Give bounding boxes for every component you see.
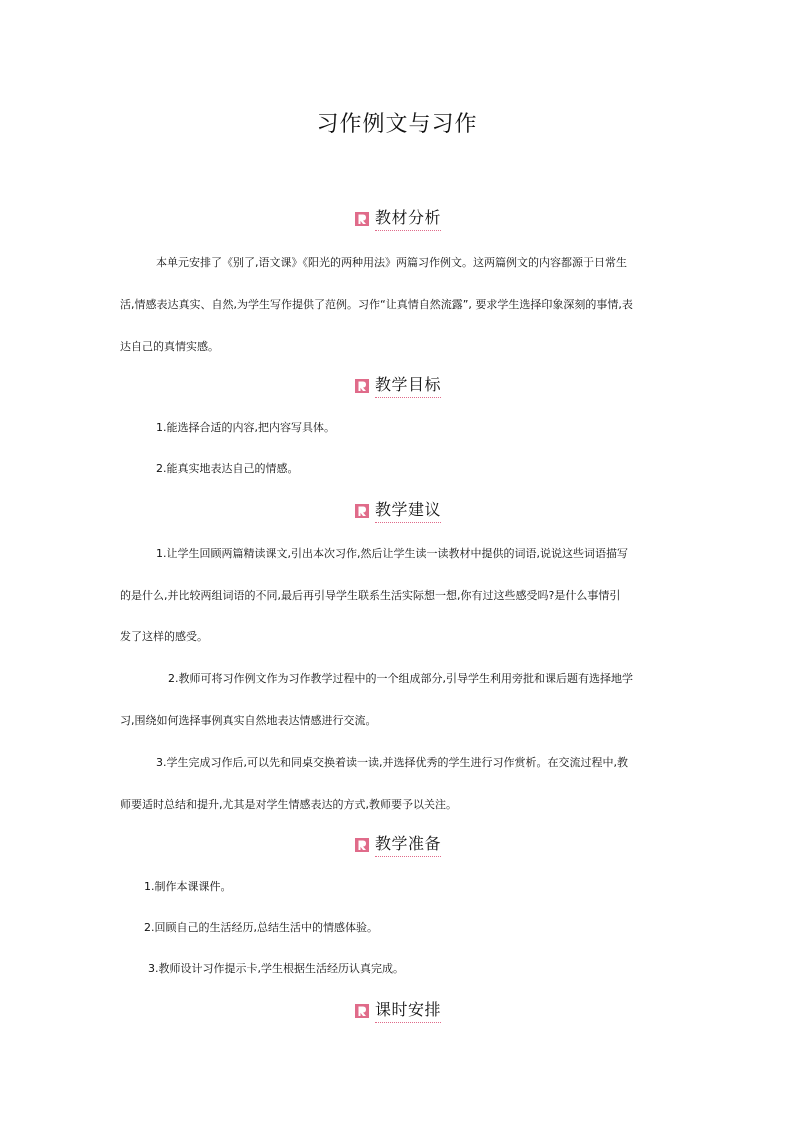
pink-bookmark-icon (353, 377, 371, 395)
paragraph-line: 的是什么,并比较两组词语的不同,最后再引导学生联系生活实际想一想,你有过这些感受吗?是什么事情引 (120, 589, 621, 602)
paragraph-line: 2.教师可将习作例文作为习作教学过程中的一个组成部分,引导学生利用旁批和课后题有选择地学 (168, 672, 633, 685)
section-heading-jiaoxue-zhunbei (0, 831, 794, 859)
paragraph-line: 发了这样的感受。 (120, 630, 208, 643)
section-heading-text: 教材分析 (375, 207, 441, 231)
list-item: 2.回顾自己的生活经历,总结生活中的情感体验。 (144, 921, 378, 934)
list-item: 2.能真实地表达自己的情感。 (156, 462, 299, 475)
pink-bookmark-icon (353, 210, 371, 228)
pink-bookmark-icon (353, 1002, 371, 1020)
list-item: 1.能选择合适的内容,把内容写具体。 (156, 421, 335, 434)
section-heading-text: 教学建议 (375, 499, 441, 523)
paragraph-line: 1.让学生回顾两篇精读课文,引出本次习作,然后让学生读一读教材中提供的词语,说说这些词语描写 (156, 547, 628, 560)
list-item: 1.制作本课课件。 (144, 880, 232, 893)
section-heading-text: 课时安排 (375, 999, 441, 1023)
pink-bookmark-icon (353, 836, 371, 854)
paragraph-line: 本单元安排了《别了,语文课》《阳光的两种用法》两篇习作例文。这两篇例文的内容都源于日常生 (156, 256, 627, 269)
section-heading-text: 教学准备 (375, 833, 441, 857)
section-heading-keshi-anpai (0, 997, 794, 1025)
section-heading-text: 教学目标 (375, 374, 441, 398)
paragraph-line: 达自己的真情实感。 (120, 340, 219, 353)
paragraph-line: 3.学生完成习作后,可以先和同桌交换着读一读,并选择优秀的学生进行习作赏析。在交流过程中,教 (156, 756, 628, 769)
section-heading-jiaoxue-jianyi (0, 497, 794, 525)
paragraph-line: 活,情感表达真实、自然,为学生写作提供了范例。习作“让真情自然流露”, 要求学生选择印象深刻的事情,表 (120, 298, 633, 311)
pink-bookmark-icon (353, 502, 371, 520)
paragraph-line: 习,围绕如何选择事例真实自然地表达情感进行交流。 (120, 714, 377, 727)
section-heading-jiaocai-fenxi (0, 205, 794, 233)
paragraph-line: 师要适时总结和提升,尤其是对学生情感表达的方式,教师要予以关注。 (120, 798, 457, 811)
document-title: 习作例文与习作 (316, 112, 478, 137)
list-item: 3.教师设计习作提示卡,学生根据生活经历认真完成。 (148, 962, 404, 975)
section-heading-jiaoxue-mubiao (0, 372, 794, 400)
